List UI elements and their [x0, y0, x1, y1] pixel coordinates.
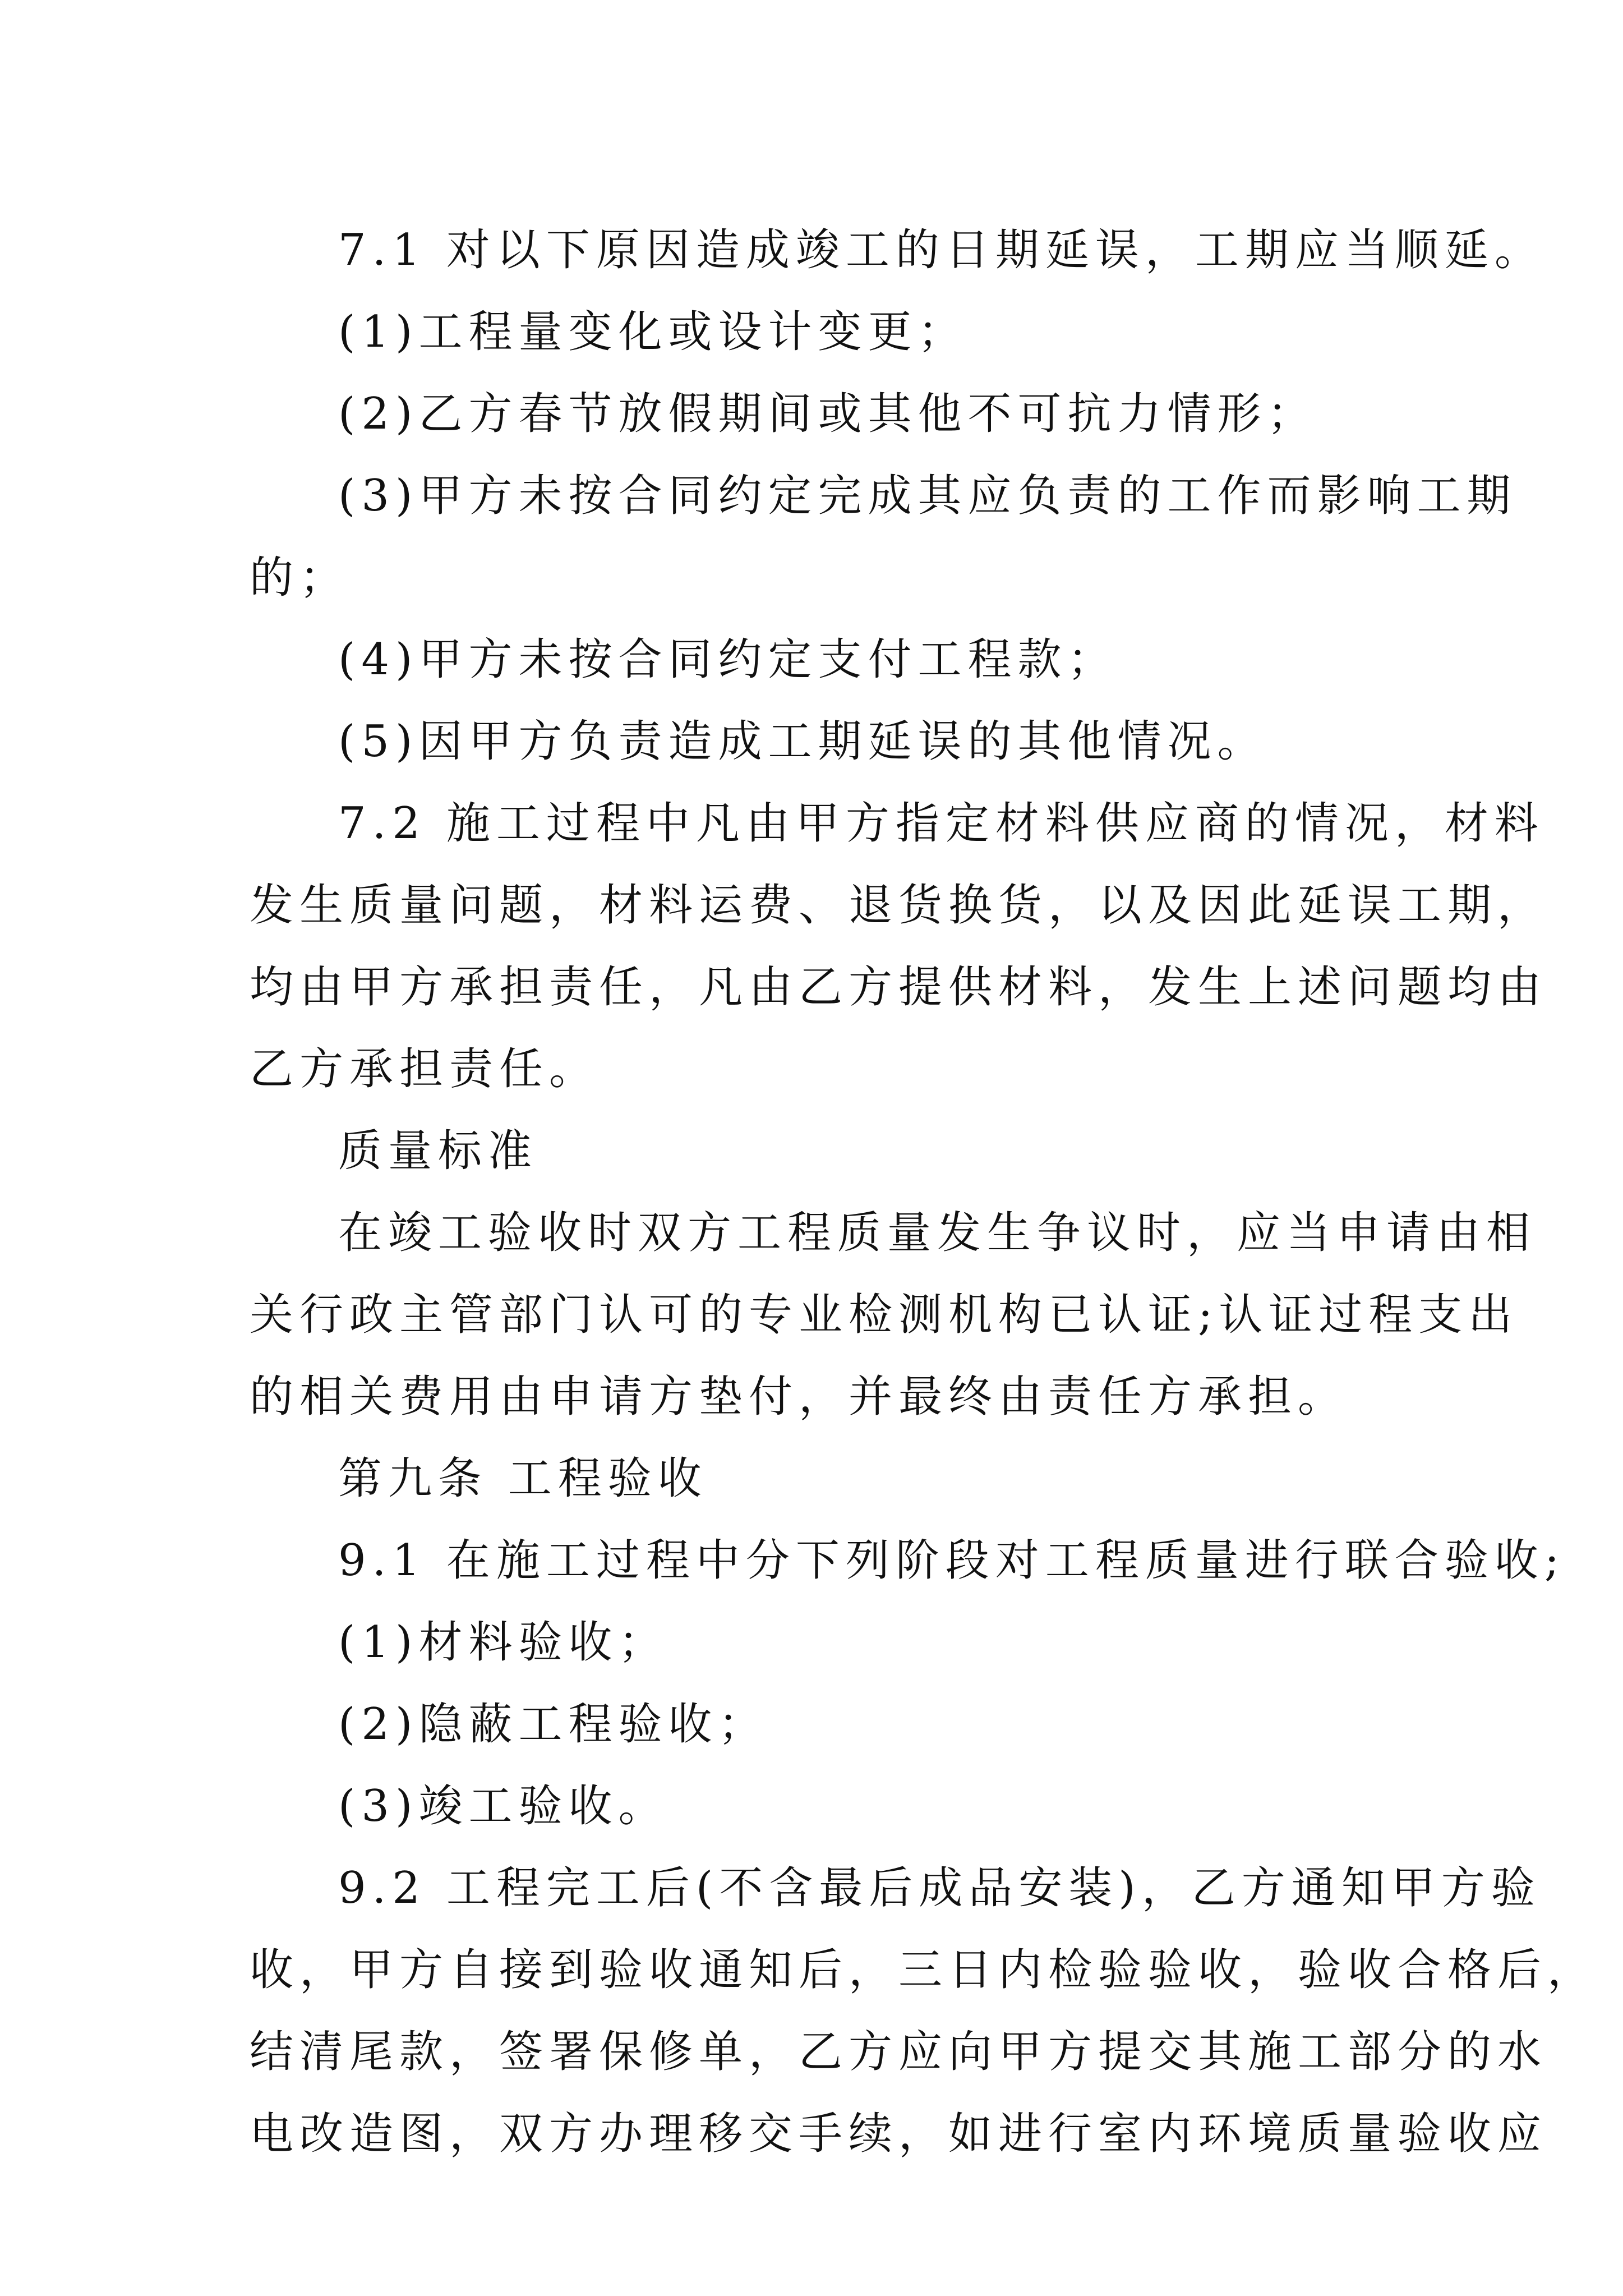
text-line: 7.2 施工过程中凡由甲方指定材料供应商的情况，材料 [338, 798, 1544, 849]
text-line: 第九条 工程验收 [338, 1453, 708, 1504]
text-line: 7.1 对以下原因造成竣工的日期延误，工期应当顺延。 [338, 225, 1544, 275]
text-line: 电改造图，双方办理移交手续，如进行室内环境质量验收应 [250, 2109, 1548, 2159]
text-line: 关行政主管部门认可的专业检测机构已认证;认证过程支出 [250, 1290, 1519, 1340]
text-line: (2)隐蔽工程验收； [338, 1699, 768, 1750]
text-line: 收，甲方自接到验收通知后，三日内检验验收，验收合格后， [250, 1945, 1598, 1995]
text-line: (3)竣工验收。 [338, 1781, 668, 1832]
text-line: (2)乙方春节放假期间或其他不可抗力情形； [338, 389, 1317, 439]
text-line: 9.2 工程完工后(不含最后成品安装)，乙方通知甲方验 [338, 1863, 1541, 1913]
text-line: 的相关费用由申请方垫付，并最终由责任方承担。 [250, 1372, 1348, 1422]
text-line: (4)甲方未按合同约定支付工程款； [338, 634, 1118, 685]
text-line: 结清尾款，签署保修单，乙方应向甲方提交其施工部分的水 [250, 2027, 1548, 2077]
text-line: 9.1 在施工过程中分下列阶段对工程质量进行联合验收; [338, 1535, 1566, 1586]
text-line: 乙方承担责任。 [250, 1044, 600, 1094]
text-line: 均由甲方承担责任，凡由乙方提供材料，发生上述问题均由 [250, 962, 1548, 1013]
text-line: (1)材料验收； [338, 1617, 668, 1668]
text-line: 质量标准 [338, 1126, 538, 1176]
text-line: (5)因甲方负责造成工期延误的其他情况。 [338, 716, 1267, 767]
text-line: 在竣工验收时双方工程质量发生争议时，应当申请由相 [338, 1208, 1537, 1258]
text-line: (3)甲方未按合同约定完成其应负责的工作而影响工期 [338, 471, 1517, 521]
document-body [250, 209, 1598, 2175]
text-line: 发生质量问题，材料运费、退货换货，以及因此延误工期， [250, 880, 1548, 931]
text-line: 的； [250, 553, 350, 603]
text-line: (1)工程量变化或设计变更； [338, 307, 968, 357]
